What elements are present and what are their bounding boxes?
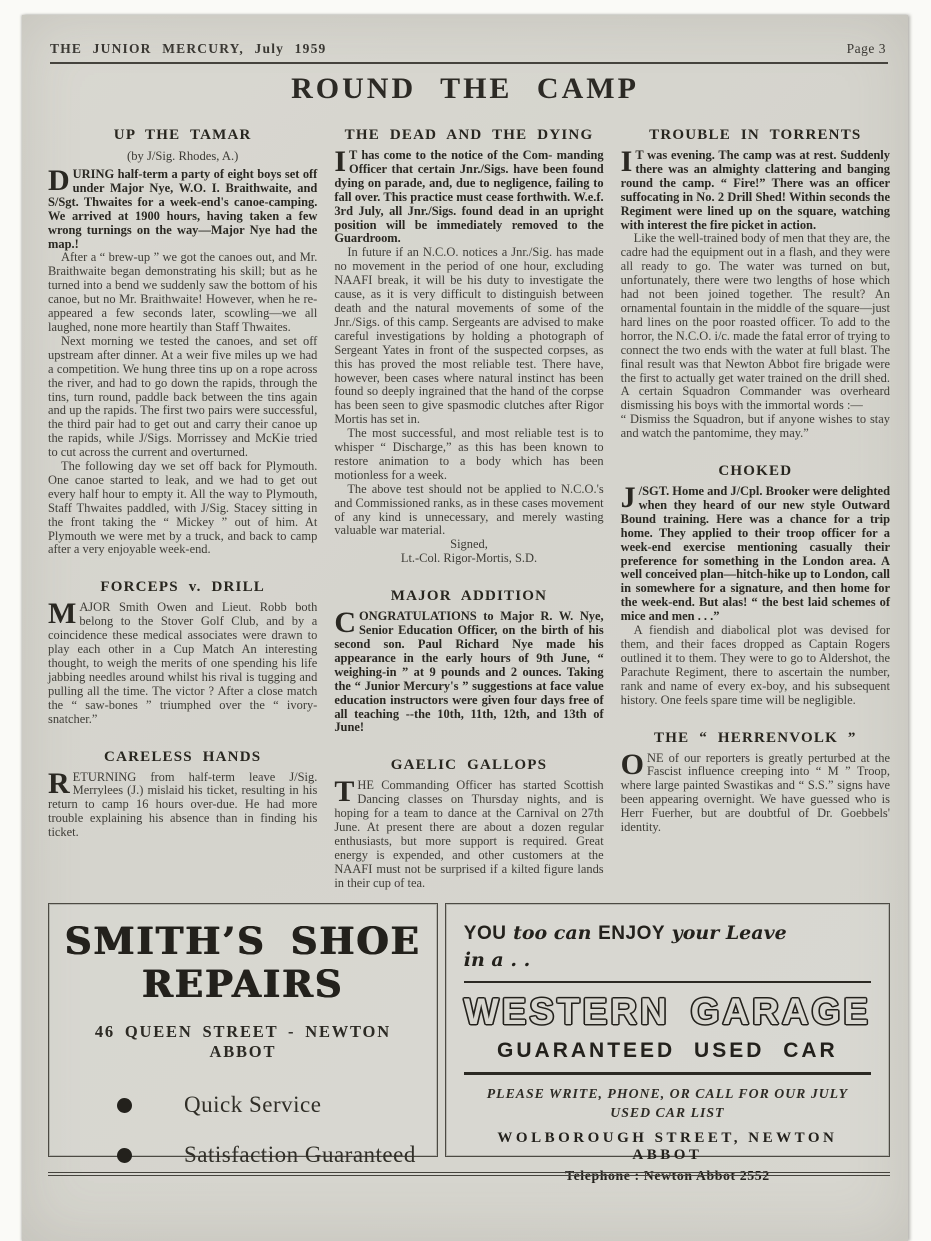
masthead: THE JUNIOR MERCURY, July 1959 xyxy=(50,41,327,56)
smiths-bullet-item xyxy=(59,1142,427,1168)
smiths-ad-title xyxy=(59,920,427,1006)
article-paragraph: RETURNING from half-term leave J/Sig. Merrylees (J.) mislaid his ticket, resulting in his return to camp 16 hours over-due. He had more trouble explaining his absence than in finding his ticket. xyxy=(48,766,318,840)
page-number: Page 3 xyxy=(846,41,886,56)
article-title: GAELIC GALLOPS xyxy=(390,757,548,774)
tagline-your-leave: your Leave xyxy=(665,922,787,944)
header-rule xyxy=(50,62,888,64)
advertisements-row xyxy=(48,903,890,1183)
article xyxy=(621,730,890,835)
smiths-title-line1: SMITH’S SHOE xyxy=(64,919,421,963)
article-title: FORCEPS v. DRILL xyxy=(100,579,265,596)
article-paragraph: CONGRATULATIONS to Major R. W. Nye, Senior Education Officer, on the birth of his second son. Paul Richard Nye made his appearance in the early hours of 9th June, “ weighing-in ” at 9 pounds and 2 ounces. Taking the “ Junior Mercury's ” suggestions at face value education instructors were given four days free of all teaching --the 10th, 11th, 12th, and 13th of June! xyxy=(334,606,604,735)
article-paragraph: MAJOR Smith Owen and Lieut. Robb both belong to the Stover Golf Club, and by a coincidence these medical associates were drawn to play each other in a Cup Match An interesting thought, to weigh the merits of one spending his life jabbing needles around whilst his rival is tugging and pulling all the time. The victor ? After a close match the “ saw-bones ” triumphed over the “ ivory-snatcher.” xyxy=(48,597,318,726)
smiths-bullet-list xyxy=(59,1092,427,1168)
western-name-word2: GARAGE xyxy=(690,991,871,1032)
article-paragraph: Signed, xyxy=(450,537,488,552)
drop-cap: D xyxy=(48,164,70,197)
western-rule-top xyxy=(464,981,871,983)
bullet-text: Satisfaction Guaranteed xyxy=(184,1142,416,1167)
western-rule-bottom xyxy=(464,1072,871,1075)
article-columns xyxy=(48,119,890,891)
article-paragraph: I T has come to the notice of the Com- manding Officer that certain Jnr./Sigs. have been found dying on parade, and, due to negligence, failing to fall over. This practice must cease forthwith. W.e.f. 3rd July, all Jnr./Sigs. found dead in an upright position will be immediately removed to the Guardroom. xyxy=(334,145,604,246)
drop-cap: I xyxy=(334,145,347,178)
column xyxy=(334,119,603,891)
western-tagline xyxy=(464,920,871,973)
article-paragraph: The most successful, and most reliable test is to whisper “ Discharge,” as this has been known to restore animation to a body which has been motionless for a week. xyxy=(334,426,604,482)
western-garage-name xyxy=(464,991,871,1033)
article-paragraph: A fiendish and diabolical plot was devised for them, and their faces dropped as Captain Rogers outlined it to them. They were to go to Aldershot, the Parachute Regiment, there to ascertain the number, rank and name of every ex-boy, and his subsequent history. One feels spare time will be negligible. xyxy=(620,623,890,707)
drop-cap: R xyxy=(48,766,70,800)
article xyxy=(621,127,890,441)
newspaper-page xyxy=(22,15,908,1241)
article-paragraph: Next morning we tested the canoes, and set off upstream after dinner. At a weir five miles up we had a competition. We hung three tins up on a rope across the river, and had to go down the rapids, through the tins, turn round, paddle back between the tins again and up the rapids. The first two pairs were successful, the third pair had to get out and carry their canoe up the rapids, while J/Sigs. Morrissey and McKie tried to cut across the current and overturned. xyxy=(48,333,318,460)
article-paragraph: THE Commanding Officer has started Scottish Dancing classes on Thursday nights, and is hoping for a team to dance at the Carnival on 27th June. At present there are about a dozen regular enthusiasts, but more support is required. Great energy is expended, and other customers at the NAAFI must not be surprised if a kilted figure lands in their cup of tea. xyxy=(334,775,604,890)
article-paragraph: Lt.-Col. Rigor-Mortis, S.D. xyxy=(400,551,538,566)
smiths-address: 46 QUEEN STREET - NEWTON ABBOT xyxy=(94,1022,391,1061)
article xyxy=(48,749,317,841)
article-paragraph: I T was evening. The camp was at rest. Suddenly there was an almighty clattering and banging round the camp. “ Fire!” There was an officer suffocating in No. 2 Drill Shed! Within seconds the Regiment were lined up on the square, watching with interest the fire picket in action. xyxy=(620,145,890,232)
article-title: CARELESS HANDS xyxy=(104,748,262,765)
drop-cap: I xyxy=(620,145,633,178)
drop-cap: O xyxy=(620,747,644,781)
drop-cap: T xyxy=(334,775,355,809)
western-address: WOLBOROUGH STREET, NEWTON ABBOT xyxy=(497,1130,838,1163)
article-paragraph: J /SGT. Home and J/Cpl. Brooker were delighted when they heard of our new style Outward Bound training. Here was a chance for a trip home. They applied to their troop officer for a week-end exercise mentioning casually their preference for something in the London area. A well conceived plan—hitch-hike up to London, call in somewhere for a signature, and then home for the week-end. But alas! “ the best laid schemes of mice and men . . .” xyxy=(620,481,890,624)
article xyxy=(334,127,603,566)
article-paragraph: The above test should not be applied to N.C.O.'s and Commissioned ranks, as in these cases movement of any kind is unnecessary, and merely wasting valuable war material. xyxy=(334,481,604,538)
article-paragraph: DURING half-term a party of eight boys set off under Major Nye, W.O. I. Braithwaite, and S/Sgt. Thwaites for a week-end's canoe-camping. We arrived at 1900 hours, having taken a few wrong turnings on the way—Major Nye had the map.! xyxy=(48,164,318,251)
smiths-title-line2: REPAIRS xyxy=(142,962,344,1006)
western-garage-ad xyxy=(445,903,890,1183)
drop-cap: J xyxy=(620,481,636,515)
article-paragraph: The following day we set off back for Plymouth. One canoe started to leak, and we had to get out every half hour to empty it. All the way to Plymouth, Staff Thwaites paddled, with J/Sig. Stacey sitting in the front taking the “ Mickey ” out of him. At Plymouth we were met by a truck, and back to camp after a very enjoyable week-end. xyxy=(48,459,318,557)
article xyxy=(48,579,317,726)
article-paragraph: After a “ brew-up ” we got the canoes out, and Mr. Braithwaite began demonstrating his skill; but as he turned into a bend we suddenly saw the bottom of his canoe, but no Mr. Braithwaite! However, when he re-appeared a few seconds later, scowling—we all laughed, none more heartily than Staff Thwaites. xyxy=(48,250,318,334)
article-paragraph: ONE of our reporters is greatly perturbed at the Fascist influence creeping into “ M ” Troop, where large painted Swastikas and “ S.S.” signs have been appearing overnight. We have guessed who is Herr Fuerher, but are doubtful of Dr. Goebbels' identity. xyxy=(620,747,890,835)
bullet-text: Quick Service xyxy=(184,1092,322,1117)
page-header xyxy=(50,41,886,57)
bottom-rule xyxy=(48,1172,890,1176)
tagline-line2: in a . . xyxy=(463,949,531,971)
western-subtitle: GUARANTEED USED CAR xyxy=(497,1039,838,1062)
bullet-dot-icon xyxy=(117,1098,132,1113)
column xyxy=(621,119,890,891)
article-title: THE DEAD AND THE DYING xyxy=(344,127,594,143)
article xyxy=(334,757,603,890)
article-paragraph: Like the well-trained body of men that they are, the cadre had the equipment out in a flash, and they were all ready to go. The water was turned on but, unfortunately, there were two lengths of hose which had not been joined together. The result? An ornamental fountain in the middle of the square—just hard lines on the poor roasted officer. To add to the horror, the N.C.O. i/c. made the fatal error of trying to connect the two ends with the water at full blast. The final result was that Newton Abbot fire brigade were the first to actually get water trained on the drill shed. A certain Squadron Commander was overheard dismissing his boys with the immortal words :— xyxy=(620,231,890,413)
tagline-you: YOU xyxy=(463,923,507,944)
article-title: UP THE TAMAR xyxy=(113,127,252,143)
drop-cap: M xyxy=(48,597,77,631)
article-title: THE “ HERRENVOLK ” xyxy=(654,729,857,746)
western-note-line2: USED CAR LIST xyxy=(610,1105,725,1120)
western-note xyxy=(464,1084,871,1122)
drop-cap: C xyxy=(334,606,356,640)
article-paragraph: In future if an N.C.O. notices a Jnr./Sig. has made no movement in the period of one hour, excluding NAAFI break, it will be his duty to investigate the cause, as it is very difficult to distinguish between death and the natural movements of some of the Jnr./Sigs. of this camp. Sergeants are advised to make careful investigations by holding a photograph of Sergeant Yates in front of the suspected corpses, as this has proved the most reliable test. There have, however, been cases where natural instinct has been found so deeply ingrained that the hand of the corpse has been seen to give spasmodic clutches after Rigor Mortis has set in. xyxy=(334,245,604,427)
article xyxy=(334,588,603,735)
main-headline: ROUND THE CAMP xyxy=(291,72,639,105)
article-title: MAJOR ADDITION xyxy=(390,588,548,605)
article-paragraph: “ Dismiss the Squadron, but if anyone wishes to stay and watch the pantomime, they may.” xyxy=(620,412,890,441)
western-note-line1: PLEASE WRITE, PHONE, OR CALL FOR OUR JULY xyxy=(486,1086,849,1101)
smiths-bullet-item xyxy=(59,1092,427,1118)
tagline-enjoy: ENJOY xyxy=(598,923,666,944)
column xyxy=(48,119,317,891)
article xyxy=(621,463,890,708)
western-name-word1: WESTERN xyxy=(463,991,670,1032)
article-title: CHOKED xyxy=(718,463,793,480)
western-phone: Telephone : Newton Abbot 2552 xyxy=(565,1168,770,1183)
article xyxy=(48,127,317,557)
tagline-too-can: too can xyxy=(506,922,599,944)
bullet-dot-icon xyxy=(117,1148,132,1163)
article-title: TROUBLE IN TORRENTS xyxy=(649,127,862,143)
smiths-shoe-ad xyxy=(48,903,438,1167)
article-byline: (by J/Sig. Rhodes, A.) xyxy=(127,149,239,163)
